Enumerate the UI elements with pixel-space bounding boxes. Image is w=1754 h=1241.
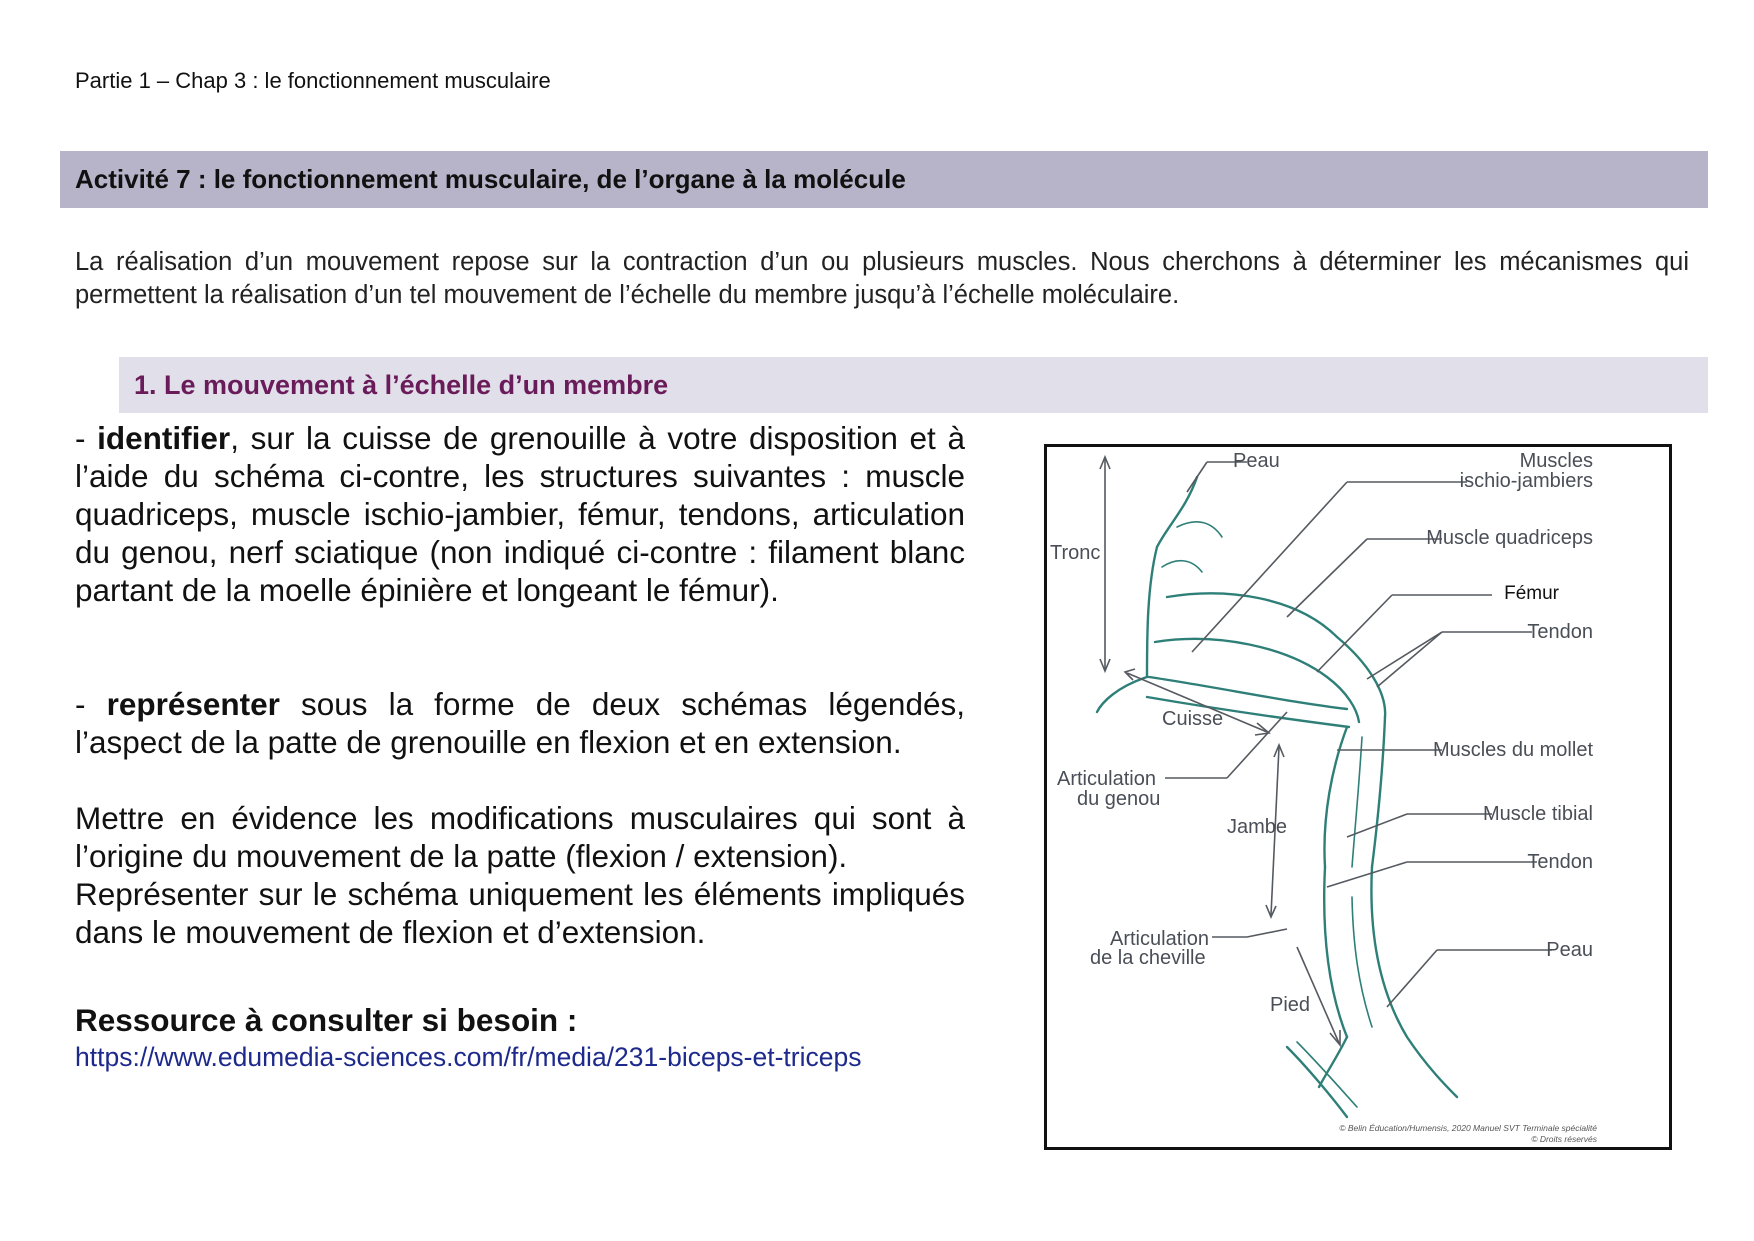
diagram-svg [1047,447,1669,1147]
label-art-genou-2: du genou [1077,788,1161,810]
label-art-cheville-1: Articulation [1110,928,1209,950]
frog-leg-diagram [1044,444,1672,1150]
resource-link[interactable]: https://www.edumedia-sciences.com/fr/media/231-biceps-et-triceps [75,1042,862,1072]
label-tibial: Muscle tibial [1482,803,1593,825]
chapter-header: Partie 1 – Chap 3 : le fonctionnement musculaire [75,68,551,93]
section-banner [119,357,1708,413]
label-tendon-bottom: Tendon [1527,851,1593,873]
label-cuisse: Cuisse [1162,708,1224,730]
copyright-line-2: © Droits réservés [1531,1134,1597,1144]
label-ischio-2: ischio-jambiers [1459,470,1593,492]
label-jambe: Jambe [1227,816,1288,838]
identify-prefix: - [75,420,98,456]
label-peau-bottom: Peau [1546,939,1593,961]
label-pied: Pied [1270,994,1311,1016]
activity-banner [60,151,1708,208]
label-femur: Fémur [1504,583,1559,604]
label-tendon-top: Tendon [1527,621,1593,643]
label-mollet: Muscles du mollet [1432,739,1593,761]
represent-prefix: - [75,686,107,722]
resource-title: Ressource à consulter si besoin : [75,1002,578,1038]
label-peau-top: Peau [1233,450,1280,472]
identify-verb: identifier [97,420,231,456]
label-art-genou-1: Articulation [1057,768,1156,790]
represent-verb: représenter [106,686,280,722]
label-tronc: Tronc [1050,542,1101,564]
label-art-cheville-2: de la cheville [1090,947,1206,969]
label-ischio-1: Muscles [1519,450,1593,472]
instruction-highlight: Mettre en évidence les modifications musculaires qui sont à l’origine du mouvement de la patte (flexion / extension). [75,800,965,874]
represent-text: sous la forme de deux schémas légendés, l’aspect de la patte de grenouille en flexion et en extension. [75,686,965,760]
instruction-represent [75,685,965,761]
copyright-line-1: © Belin Éducation/Humensis, 2020 Manuel SVT Terminale spécialité [1339,1123,1597,1133]
identify-text: , sur la cuisse de grenouille à votre disposition et à l’aide du schéma ci-contre, les structures suivantes : muscle quadriceps, muscle ischio-jambier, fémur, tendons, articulation du genou, nerf sciatique (non indiqué ci-contre : filament blanc partant de la moelle épinière et longeant le fémur). [75,420,965,608]
section-title: 1. Le mouvement à l’échelle d’un membre [134,369,669,400]
instruction-draw: Représenter sur le schéma uniquement les éléments impliqués dans le mouvement de flexion et d’extension. [75,876,965,950]
intro-paragraph: La réalisation d’un mouvement repose sur la contraction d’un ou plusieurs muscles. Nous cherchons à déterminer les mécanismes qui permettent la réalisation d’un tel mouvement de l’échelle du membre jusqu’à l’échelle moléculaire. [75,248,1689,309]
label-quadriceps: Muscle quadriceps [1426,527,1593,549]
instruction-identify [75,419,965,609]
activity-title: Activité 7 : le fonctionnement musculaire, de l’organe à la molécule [75,164,906,194]
